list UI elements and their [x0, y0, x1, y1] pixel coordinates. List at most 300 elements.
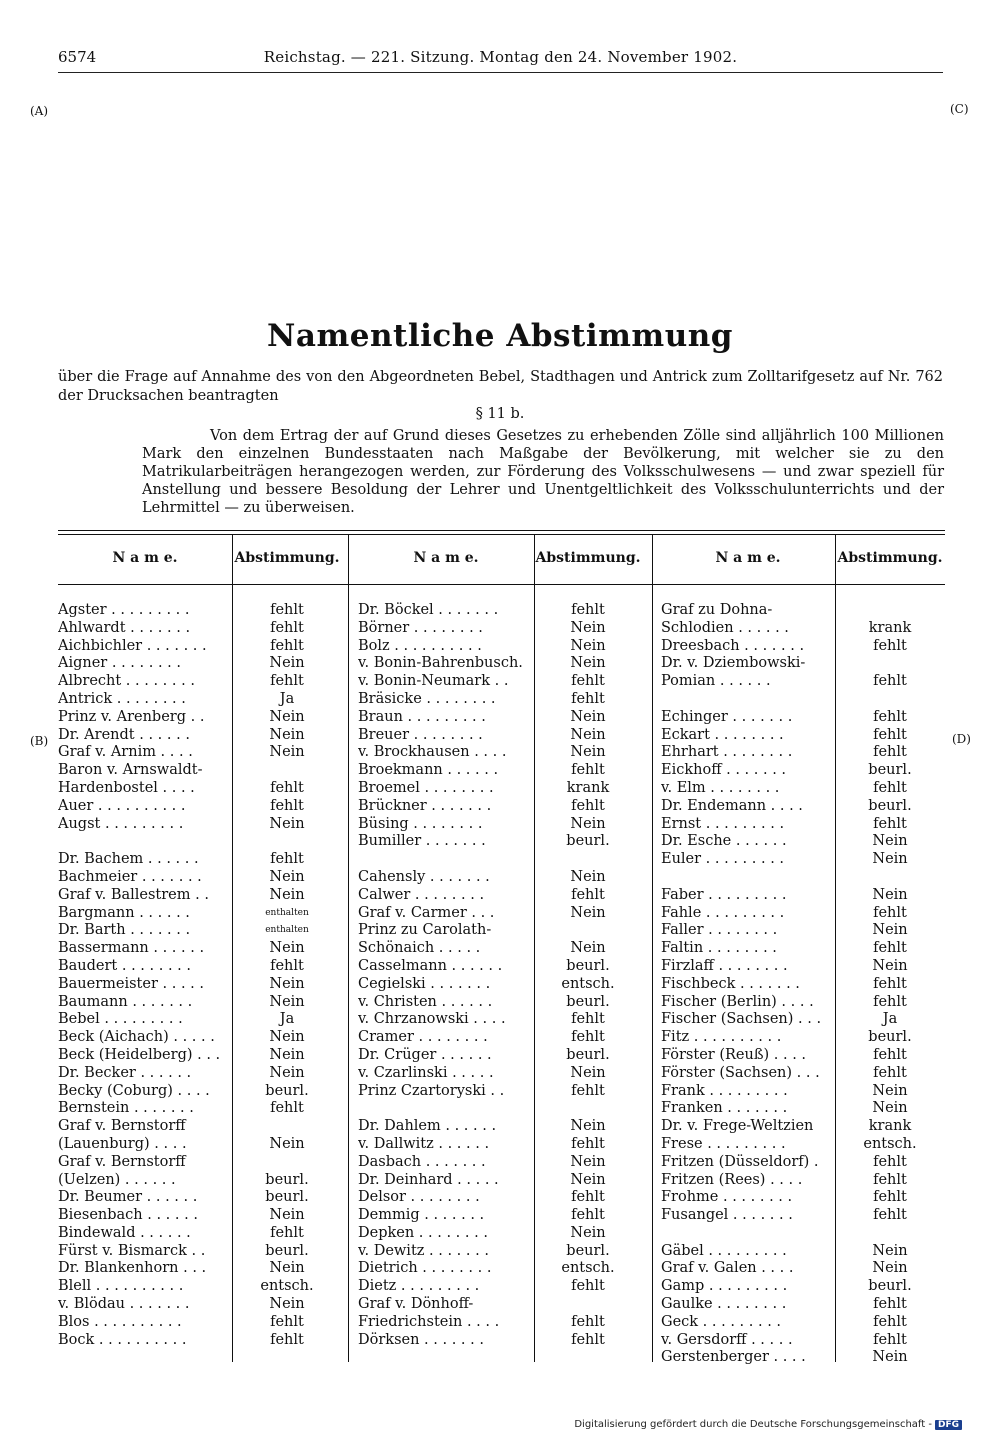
- member-name: Büsing . . . . . . . .: [358, 815, 483, 832]
- name-header: N a m e.: [112, 550, 178, 566]
- vote-rows: [358, 602, 642, 1349]
- margin-mark-d: (D): [952, 732, 971, 746]
- table-row: [58, 1011, 342, 1029]
- paragraph-number: § 11 b.: [475, 406, 525, 422]
- member-name: Graf v. Bernstorff: [58, 1118, 186, 1135]
- vote-value: Nein: [570, 815, 606, 832]
- table-row: [358, 620, 642, 638]
- table-row: [661, 691, 945, 709]
- margin-mark-b: (B): [30, 734, 49, 748]
- table-row: [58, 1189, 342, 1207]
- member-name: Agster . . . . . . . . .: [58, 602, 190, 618]
- table-row: [358, 673, 642, 691]
- member-name: (Lauenburg) . . . .: [58, 1135, 187, 1152]
- table-row: [661, 1207, 945, 1225]
- table-row: [358, 1065, 642, 1083]
- vote-header: Abstimmung.: [535, 550, 641, 566]
- vote-value: Nein: [269, 886, 305, 903]
- member-name: Fitz . . . . . . . . . .: [661, 1029, 782, 1046]
- table-row: [58, 727, 342, 745]
- vote-value: Nein: [269, 708, 305, 725]
- vote-value: Nein: [269, 1260, 305, 1277]
- table-row: [661, 602, 945, 620]
- vote-value: Nein: [872, 1242, 908, 1259]
- member-name: Dasbach . . . . . . .: [358, 1153, 486, 1170]
- member-name: Dr. Barth . . . . . . .: [58, 922, 191, 939]
- member-name: Dr. Bachem . . . . . .: [58, 851, 199, 868]
- member-name: Gamp . . . . . . . . .: [661, 1278, 788, 1295]
- vote-value: Nein: [269, 1296, 305, 1313]
- table-row: [58, 976, 342, 994]
- member-name: Prinz v. Arenberg . .: [58, 708, 205, 725]
- table-row: [661, 1349, 945, 1367]
- member-name: Cahensly . . . . . . .: [358, 868, 490, 885]
- member-name: Fritzen (Rees) . . . .: [661, 1171, 803, 1188]
- vote-value: fehlt: [270, 1100, 304, 1117]
- vote-value: fehlt: [571, 1011, 605, 1028]
- table-row: [661, 922, 945, 940]
- member-name: Frohme . . . . . . . .: [661, 1189, 793, 1206]
- column-divider: [348, 534, 349, 1362]
- member-name: Dr. v. Frege-Weltzien: [661, 1118, 814, 1135]
- table-row: [358, 994, 642, 1012]
- member-name: Aichbichler . . . . . . .: [58, 637, 207, 654]
- table-row: [661, 1243, 945, 1261]
- table-row: [358, 958, 642, 976]
- member-name: Ernst . . . . . . . . .: [661, 815, 785, 832]
- member-name: Gäbel . . . . . . . . .: [661, 1242, 787, 1259]
- table-row: [661, 1314, 945, 1332]
- table-row: [58, 673, 342, 691]
- table-row: [661, 851, 945, 869]
- vote-value: Nein: [570, 1153, 606, 1170]
- table-row: [358, 1207, 642, 1225]
- table-row: [661, 958, 945, 976]
- member-name: Baudert . . . . . . . .: [58, 957, 192, 974]
- vote-value: fehlt: [873, 1331, 907, 1348]
- vote-value: beurl.: [566, 1242, 610, 1259]
- table-row: [661, 620, 945, 638]
- table-row: [58, 1332, 342, 1350]
- table-row: [58, 1154, 342, 1172]
- member-name: Broemel . . . . . . . .: [358, 779, 494, 796]
- member-name: Bumiller . . . . . . .: [358, 833, 486, 850]
- margin-mark-a: (A): [30, 104, 49, 118]
- member-name: Faber . . . . . . . . .: [661, 886, 787, 903]
- table-row: [358, 1172, 642, 1190]
- member-name: Euler . . . . . . . . .: [661, 851, 785, 868]
- member-name: Dr. Deinhard . . . . .: [358, 1171, 499, 1188]
- vote-value: Nein: [570, 904, 606, 921]
- vote-value: krank: [566, 779, 610, 796]
- member-name: Fürst v. Bismarck . .: [58, 1242, 206, 1259]
- table-row: [58, 1118, 342, 1136]
- table-row: [661, 709, 945, 727]
- member-name: Calwer . . . . . . . .: [358, 886, 485, 903]
- table-row: [358, 780, 642, 798]
- table-row: [358, 1260, 642, 1278]
- vote-value: beurl.: [566, 833, 610, 850]
- table-row: [661, 1154, 945, 1172]
- member-name: Graf v. Dönhoff-: [358, 1296, 474, 1313]
- member-name: Fritzen (Düsseldorf) .: [661, 1153, 819, 1170]
- member-name: Bock . . . . . . . . . .: [58, 1331, 187, 1348]
- vote-value: fehlt: [571, 886, 605, 903]
- member-name: Dr. Esche . . . . . .: [661, 833, 787, 850]
- table-row: [58, 833, 342, 851]
- member-name: Broekmann . . . . . .: [358, 762, 499, 779]
- table-row: [661, 940, 945, 958]
- member-name: Depken . . . . . . . .: [358, 1224, 488, 1241]
- member-name: Beck (Heidelberg) . . .: [58, 1046, 221, 1063]
- member-name: Eickhoff . . . . . . .: [661, 762, 787, 779]
- vote-value: fehlt: [873, 1189, 907, 1206]
- table-row: [358, 1029, 642, 1047]
- vote-value: fehlt: [270, 1331, 304, 1348]
- member-name: v. Brockhausen . . . .: [358, 744, 507, 761]
- vote-value: Nein: [872, 1260, 908, 1277]
- dfg-logo: DFG: [935, 1420, 962, 1430]
- member-name: Prinz Czartoryski . .: [358, 1082, 505, 1099]
- running-title: Reichstag. — 221. Sitzung. Montag den 24. November 1902.: [263, 48, 738, 66]
- table-row: [58, 816, 342, 834]
- table-row: [358, 638, 642, 656]
- member-name: Breuer . . . . . . . .: [358, 726, 483, 743]
- table-row: [358, 1243, 642, 1261]
- table-row: [58, 1083, 342, 1101]
- member-name: Gaulke . . . . . . . .: [661, 1296, 787, 1313]
- page-title: Namentliche Abstimmung: [267, 318, 733, 354]
- table-row: [58, 887, 342, 905]
- vote-value: Nein: [269, 975, 305, 992]
- table-row: [358, 744, 642, 762]
- vote-value: fehlt: [873, 1046, 907, 1063]
- vote-value: Nein: [872, 851, 908, 868]
- vote-value: beurl.: [566, 1046, 610, 1063]
- member-name: Cramer . . . . . . . .: [358, 1029, 488, 1046]
- vote-value: entsch.: [260, 1278, 314, 1295]
- vote-value: fehlt: [571, 762, 605, 779]
- table-row: [58, 655, 342, 673]
- member-name: Bernstein . . . . . . .: [58, 1100, 194, 1117]
- vote-value: entsch.: [863, 1135, 917, 1152]
- member-name: Bolz . . . . . . . . . .: [358, 637, 482, 654]
- table-row: [358, 1278, 642, 1296]
- vote-value: fehlt: [270, 673, 304, 690]
- member-name: v. Elm . . . . . . . .: [661, 779, 780, 796]
- vote-value: fehlt: [270, 779, 304, 796]
- member-name: Graf zu Dohna-: [661, 602, 773, 618]
- member-name: Dreesbach . . . . . . .: [661, 637, 805, 654]
- member-name: Geck . . . . . . . . .: [661, 1313, 782, 1330]
- vote-value: Nein: [570, 619, 606, 636]
- vote-value: fehlt: [873, 904, 907, 921]
- member-name: Prinz zu Carolath-: [358, 922, 492, 939]
- member-name: Bargmann . . . . . .: [58, 904, 190, 921]
- table-row: [58, 1100, 342, 1118]
- table-row: [58, 638, 342, 656]
- vote-value: Nein: [269, 1064, 305, 1081]
- member-name: Fischer (Sachsen) . . .: [661, 1011, 822, 1028]
- table-row: [358, 851, 642, 869]
- vote-value: Nein: [872, 922, 908, 939]
- vote-value: fehlt: [270, 1313, 304, 1330]
- member-name: Bauermeister . . . . .: [58, 975, 204, 992]
- table-row: [58, 1260, 342, 1278]
- member-name: Frank . . . . . . . . .: [661, 1082, 788, 1099]
- member-name: Dr. Becker . . . . . .: [58, 1064, 192, 1081]
- table-row: [661, 1278, 945, 1296]
- vote-value: fehlt: [873, 779, 907, 796]
- vote-value: beurl.: [868, 1278, 912, 1295]
- table-row: [58, 905, 342, 923]
- member-name: Dr. Endemann . . . .: [661, 797, 803, 814]
- vote-value: Nein: [570, 655, 606, 672]
- table-row: [661, 833, 945, 851]
- member-name: Frese . . . . . . . . .: [661, 1135, 786, 1152]
- vote-value: Nein: [269, 1135, 305, 1152]
- vote-value: fehlt: [571, 1029, 605, 1046]
- table-row: [58, 620, 342, 638]
- table-row: [661, 1011, 945, 1029]
- member-name: Biesenbach . . . . . .: [58, 1207, 198, 1224]
- table-row: [358, 727, 642, 745]
- member-name: v. Dallwitz . . . . . .: [358, 1135, 490, 1152]
- vote-value: Nein: [570, 940, 606, 957]
- table-row: [358, 602, 642, 620]
- vote-value: entsch.: [561, 975, 615, 992]
- table-row: [58, 780, 342, 798]
- vote-value: fehlt: [873, 1153, 907, 1170]
- table-row: [661, 869, 945, 887]
- table-row: [661, 1260, 945, 1278]
- vote-value: fehlt: [873, 673, 907, 690]
- table-row: [58, 1243, 342, 1261]
- member-name: Brückner . . . . . . .: [358, 797, 492, 814]
- table-row: [358, 940, 642, 958]
- table-row: [58, 1065, 342, 1083]
- table-row: [661, 780, 945, 798]
- member-name: v. Chrzanowski . . . .: [358, 1011, 506, 1028]
- table-row: [58, 994, 342, 1012]
- vote-value: fehlt: [571, 673, 605, 690]
- table-row: [661, 1118, 945, 1136]
- table-row: [358, 869, 642, 887]
- member-name: Bachmeier . . . . . . .: [58, 868, 202, 885]
- table-row: [358, 1296, 642, 1314]
- member-name: Baumann . . . . . . .: [58, 993, 193, 1010]
- vote-value: Nein: [269, 744, 305, 761]
- vote-value: Nein: [570, 1171, 606, 1188]
- table-row: [661, 976, 945, 994]
- member-name: Delsor . . . . . . . .: [358, 1189, 480, 1206]
- vote-value: entsch.: [561, 1260, 615, 1277]
- member-name: Dr. Blankenhorn . . .: [58, 1260, 207, 1277]
- member-name: Bassermann . . . . . .: [58, 940, 205, 957]
- vote-value: Nein: [570, 1118, 606, 1135]
- vote-value: fehlt: [873, 1171, 907, 1188]
- vote-value: Nein: [570, 637, 606, 654]
- vote-value: Nein: [269, 993, 305, 1010]
- vote-value: fehlt: [873, 1296, 907, 1313]
- vote-value: fehlt: [270, 957, 304, 974]
- vote-value: fehlt: [270, 797, 304, 814]
- member-name: Bindewald . . . . . .: [58, 1224, 191, 1241]
- vote-value: fehlt: [873, 993, 907, 1010]
- member-name: Gerstenberger . . . .: [661, 1349, 806, 1366]
- table-row: [358, 1154, 642, 1172]
- vote-value: fehlt: [873, 726, 907, 743]
- table-row: [358, 1047, 642, 1065]
- member-name: Antrick . . . . . . . .: [58, 690, 186, 707]
- member-name: Dr. v. Dziembowski-: [661, 655, 806, 672]
- table-row: [358, 1118, 642, 1136]
- table-row: [58, 744, 342, 762]
- member-name: Faltin . . . . . . . .: [661, 940, 777, 957]
- vote-value: Nein: [570, 726, 606, 743]
- table-row: [58, 762, 342, 780]
- table-row: [661, 1172, 945, 1190]
- member-name: Dr. Beumer . . . . . .: [58, 1189, 198, 1206]
- member-name: v. Christen . . . . . .: [358, 993, 493, 1010]
- vote-value: beurl.: [566, 993, 610, 1010]
- table-row: [58, 602, 342, 620]
- table-row: [58, 1278, 342, 1296]
- member-name: Börner . . . . . . . .: [358, 619, 483, 636]
- vote-value: fehlt: [270, 602, 304, 618]
- table-row: [661, 1100, 945, 1118]
- member-name: Graf v. Carmer . . .: [358, 904, 495, 921]
- table-row: [358, 655, 642, 673]
- vote-value: Nein: [269, 1046, 305, 1063]
- table-row: [58, 958, 342, 976]
- member-name: Dr. Arendt . . . . . .: [58, 726, 190, 743]
- table-row: [661, 816, 945, 834]
- member-name: Baron v. Arnswaldt-: [58, 762, 203, 779]
- table-row: [661, 798, 945, 816]
- vote-table: [58, 530, 945, 1366]
- vote-value: Nein: [570, 744, 606, 761]
- column-divider: [652, 534, 653, 1362]
- table-row: [58, 1047, 342, 1065]
- vote-rows: [58, 602, 342, 1349]
- member-name: v. Bonin-Bahrenbusch.: [358, 655, 523, 672]
- table-row: [358, 798, 642, 816]
- table-row: [661, 1332, 945, 1350]
- table-row: [661, 744, 945, 762]
- member-name: Casselmann . . . . . .: [358, 957, 503, 974]
- vote-value: fehlt: [873, 940, 907, 957]
- vote-value: Nein: [872, 1100, 908, 1117]
- vote-value: fehlt: [571, 797, 605, 814]
- member-name: Blell . . . . . . . . . .: [58, 1278, 184, 1295]
- member-name: Demmig . . . . . . .: [358, 1207, 485, 1224]
- table-row: [358, 762, 642, 780]
- table-row: [661, 1136, 945, 1154]
- vote-value: fehlt: [270, 1224, 304, 1241]
- member-name: Auer . . . . . . . . . .: [58, 797, 186, 814]
- member-name: Dr. Crüger . . . . . .: [358, 1046, 492, 1063]
- vote-value: Nein: [872, 886, 908, 903]
- member-name: Braun . . . . . . . . .: [358, 708, 486, 725]
- table-row: [58, 869, 342, 887]
- vote-value: Ja: [279, 1011, 295, 1028]
- vote-value: fehlt: [873, 1207, 907, 1224]
- member-name: Schlodien . . . . . .: [661, 619, 789, 636]
- vote-column-2: [358, 534, 642, 1362]
- member-name: Firzlaff . . . . . . . .: [661, 957, 788, 974]
- vote-value: beurl.: [868, 797, 912, 814]
- member-name: Dr. Böckel . . . . . . .: [358, 602, 499, 618]
- table-row: [661, 1047, 945, 1065]
- vote-value: fehlt: [571, 690, 605, 707]
- table-row: [358, 709, 642, 727]
- table-row: [358, 1083, 642, 1101]
- table-row: [58, 1225, 342, 1243]
- table-row: [358, 833, 642, 851]
- member-name: Förster (Reuß) . . . .: [661, 1046, 807, 1063]
- running-header: [58, 48, 943, 72]
- vote-value: beurl.: [265, 1189, 309, 1206]
- vote-value: fehlt: [571, 602, 605, 618]
- vote-value: fehlt: [873, 708, 907, 725]
- vote-value: enthalten: [265, 925, 309, 936]
- member-name: Fischer (Berlin) . . . .: [661, 993, 814, 1010]
- member-name: Faller . . . . . . . .: [661, 922, 778, 939]
- vote-value: Nein: [269, 868, 305, 885]
- vote-value: Ja: [279, 690, 295, 707]
- member-name: Dörksen . . . . . . .: [358, 1331, 484, 1348]
- vote-value: Nein: [269, 726, 305, 743]
- margin-mark-c: (C): [950, 102, 969, 116]
- member-name: Schönaich . . . . .: [358, 940, 481, 957]
- member-name: Augst . . . . . . . . .: [58, 815, 184, 832]
- table-row: [358, 887, 642, 905]
- table-row: [358, 1011, 642, 1029]
- vote-value: Ja: [882, 1011, 898, 1028]
- member-name: Graf v. Ballestrem . .: [58, 886, 209, 903]
- vote-value: beurl.: [265, 1082, 309, 1099]
- table-row: [661, 762, 945, 780]
- vote-value: beurl.: [265, 1171, 309, 1188]
- table-row: [358, 1332, 642, 1350]
- member-name: Becky (Coburg) . . . .: [58, 1082, 210, 1099]
- vote-value: Nein: [570, 1064, 606, 1081]
- member-name: Förster (Sachsen) . . .: [661, 1064, 820, 1081]
- member-name: Dietz . . . . . . . . .: [358, 1278, 480, 1295]
- member-name: Bebel . . . . . . . . .: [58, 1011, 183, 1028]
- table-row: [661, 638, 945, 656]
- vote-value: fehlt: [873, 744, 907, 761]
- vote-value: Nein: [872, 1082, 908, 1099]
- motion-paragraph: Von dem Ertrag der auf Grund dieses Gesetzes zu erhebenden Zölle sind alljährlich 100 Millionen Mark den einzelnen Bundesstaaten nach Maßgabe der Bevölkerung, mit welcher sie zu den Matrikularbeiträgen herangezogen werden, zur Förderung des Volksschulwesens — und zwar speziell für Anstellung und bessere Besoldung der Lehrer und Unentgeltlichkeit des Volksschulunterrichts und der Lehrmittel — zu überweisen.: [142, 428, 944, 516]
- table-row: [358, 976, 642, 994]
- motion-text: [142, 427, 944, 517]
- table-row: [58, 922, 342, 940]
- vote-value: Nein: [269, 815, 305, 832]
- table-row: [661, 655, 945, 673]
- member-name: Aigner . . . . . . . .: [58, 655, 181, 672]
- vote-value: Nein: [872, 957, 908, 974]
- member-name: Fahle . . . . . . . . .: [661, 904, 785, 921]
- member-name: Franken . . . . . . .: [661, 1100, 788, 1117]
- vote-value: Nein: [570, 708, 606, 725]
- vote-header: Abstimmung.: [234, 550, 340, 566]
- table-row: [58, 1314, 342, 1332]
- member-name: Ehrhart . . . . . . . .: [661, 744, 793, 761]
- footer-credit: [574, 1419, 962, 1430]
- member-name: (Uelzen) . . . . . .: [58, 1171, 176, 1188]
